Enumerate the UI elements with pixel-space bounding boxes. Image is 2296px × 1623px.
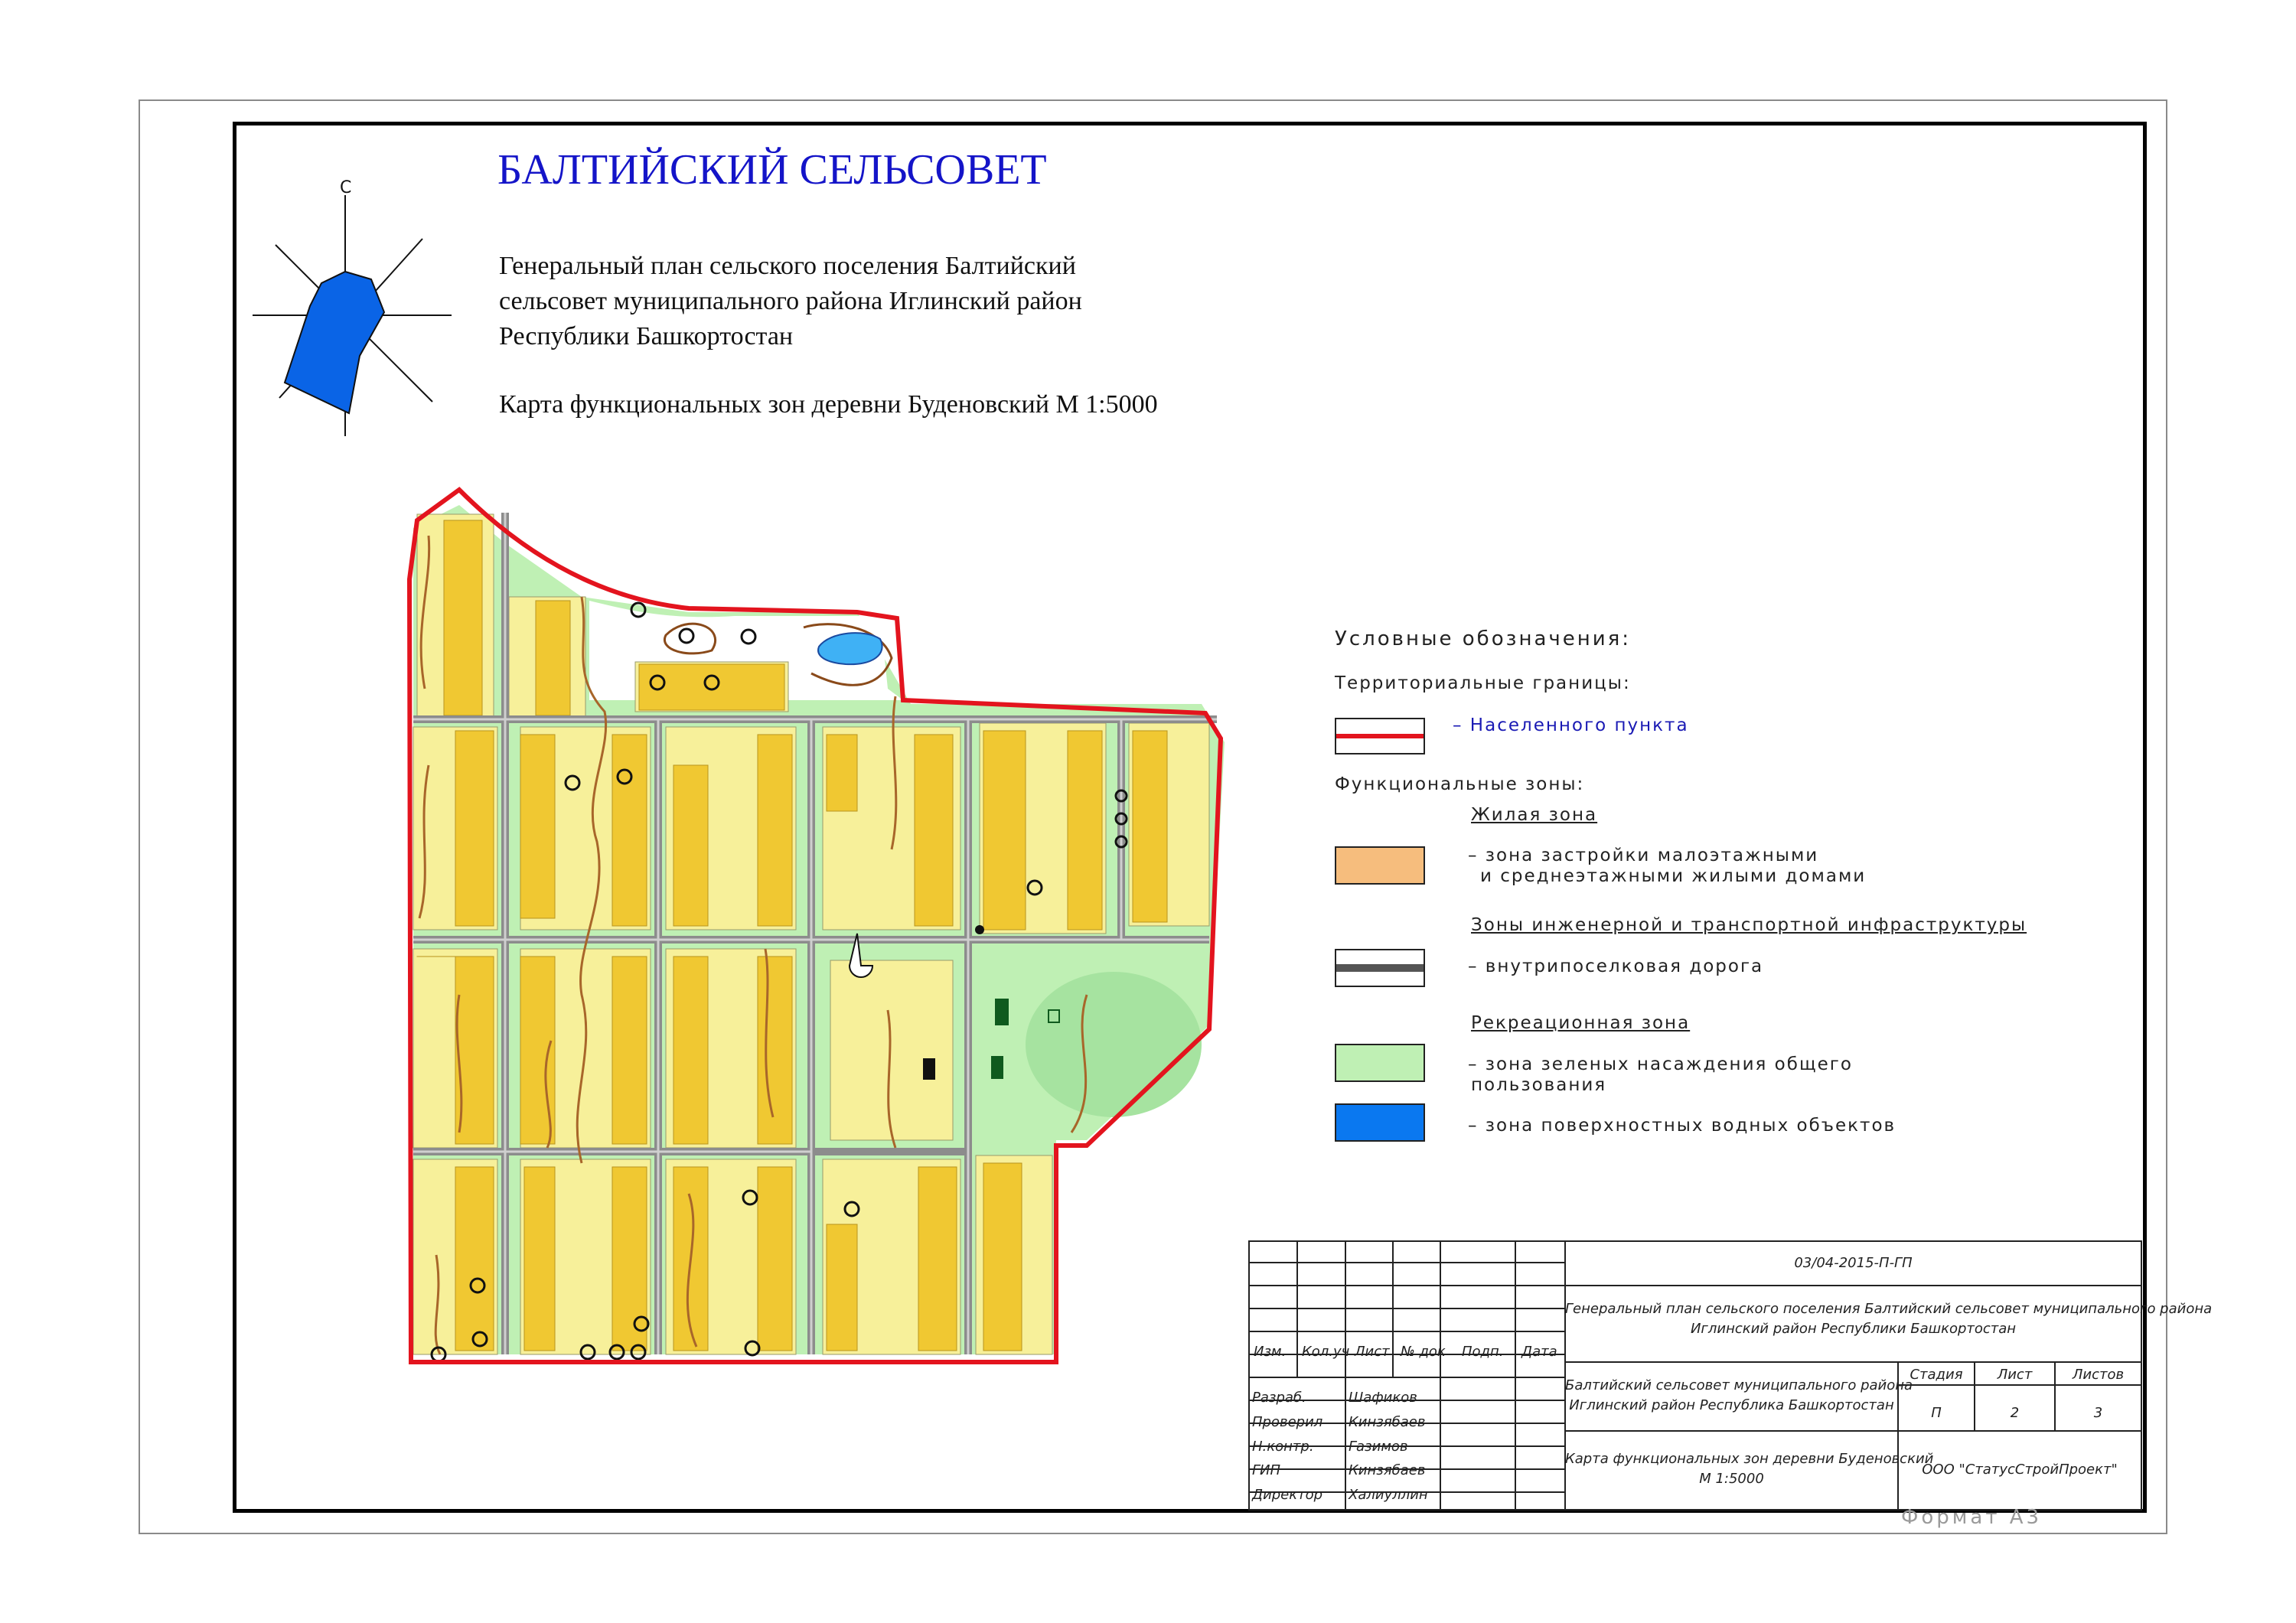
tb-name-4: Кинзябаев (1349, 1462, 1426, 1478)
legend-green-line-2: пользования (1471, 1075, 1607, 1095)
legend-green-line-1: – зона зеленых насаждения общего (1468, 1054, 1853, 1074)
tb-org-line-1: Балтийский сельсовет муниципального района (1565, 1377, 1913, 1393)
tb-org-line-2: Иглинский район Республика Башкортостан (1569, 1397, 1894, 1413)
tb-name-2: Кинзябаев (1349, 1414, 1426, 1430)
wind-rose-shape (285, 272, 384, 413)
wind-rose-compass (245, 168, 452, 444)
legend-territorial-heading: Территориальные границы: (1335, 673, 1631, 693)
legend-swatch-green (1335, 1044, 1425, 1082)
subtitle-line-3: Республики Башкортостан (499, 322, 794, 350)
tb-doc-code: 03/04-2015-П-ГП (1794, 1255, 1913, 1271)
tb-col-kol: Кол.уч (1302, 1344, 1350, 1360)
tb-name-3: Газимов (1349, 1439, 1408, 1455)
legend-swatch-residential (1335, 846, 1425, 885)
tb-sheet-line-1: Карта функциональных зон деревни Буденовский (1565, 1451, 1934, 1467)
tb-project-line-1: Генеральный план сельского поселения Балтийский сельсовет муниципального района (1565, 1301, 2213, 1317)
tb-sheet-header: Лист (1997, 1367, 2033, 1383)
tb-sheets-header: Листов (2072, 1367, 2125, 1383)
legend-swatch-boundary (1335, 718, 1425, 754)
tb-role-4: ГИП (1252, 1462, 1281, 1478)
tb-name-5: Халиуллин (1349, 1487, 1428, 1503)
tb-role-5: Директор (1252, 1487, 1323, 1503)
legend-road-label: – внутрипоселковая дорога (1468, 957, 1764, 976)
tb-sheet-value: 2 (2010, 1405, 2020, 1421)
legend-boundary-label: – Населенного пункта (1453, 715, 1689, 735)
legend-water-label: – зона поверхностных водных объектов (1468, 1116, 1896, 1136)
legend-swatch-road (1335, 949, 1425, 987)
tb-sheets-value: 3 (2093, 1405, 2103, 1421)
tb-stage-value: П (1931, 1405, 1942, 1421)
tb-role-1: Разраб. (1252, 1390, 1306, 1406)
tb-sheet-line-2: М 1:5000 (1699, 1471, 1764, 1487)
tb-col-date: Дата (1521, 1344, 1557, 1360)
map-title: Карта функциональных зон деревни Буденовский М 1:5000 (499, 390, 1158, 419)
tb-col-izm: Изм. (1254, 1344, 1287, 1360)
legend-recreation-heading: Рекреационная зона (1471, 1013, 1691, 1033)
sheet-format-label: Формат А3 (1901, 1506, 2043, 1529)
tb-role-2: Проверил (1252, 1414, 1323, 1430)
legend-residential-heading: Жилая зона (1471, 805, 1598, 825)
legend-infra-heading: Зоны инженерной и транспортной инфраструктуры (1471, 915, 2027, 935)
project-subtitle (499, 249, 1249, 354)
village-map (383, 474, 1240, 1385)
tb-stage-header: Стадия (1910, 1367, 1963, 1383)
tb-role-3: Н.контр. (1252, 1439, 1314, 1455)
north-label: С (340, 178, 352, 197)
tb-col-list: Лист (1355, 1344, 1390, 1360)
tb-name-1: Шафиков (1349, 1390, 1417, 1406)
green-park-area (1026, 972, 1202, 1117)
subtitle-line-2: сельсовет муниципального района Иглинский район (499, 287, 1082, 315)
tb-col-doc: № док (1401, 1344, 1446, 1360)
page-title: БАЛТИЙСКИЙ СЕЛЬСОВЕТ (497, 146, 1047, 194)
tb-company: ООО "СтатусСтройПроект" (1922, 1462, 2118, 1478)
tb-col-podp: Подп. (1462, 1344, 1504, 1360)
subtitle-line-1: Генеральный план сельского поселения Балтийский (499, 252, 1076, 280)
legend-residential-line-1: – зона застройки малоэтажными (1468, 846, 1819, 865)
legend-swatch-water (1335, 1103, 1425, 1142)
legend-residential-line-2: и среднеэтажными жилыми домами (1480, 866, 1867, 886)
legend-heading: Условные обозначения: (1335, 627, 1632, 650)
legend-functional-heading: Функциональные зоны: (1335, 774, 1585, 794)
tb-project-line-2: Иглинский район Республики Башкортостан (1690, 1321, 2017, 1337)
